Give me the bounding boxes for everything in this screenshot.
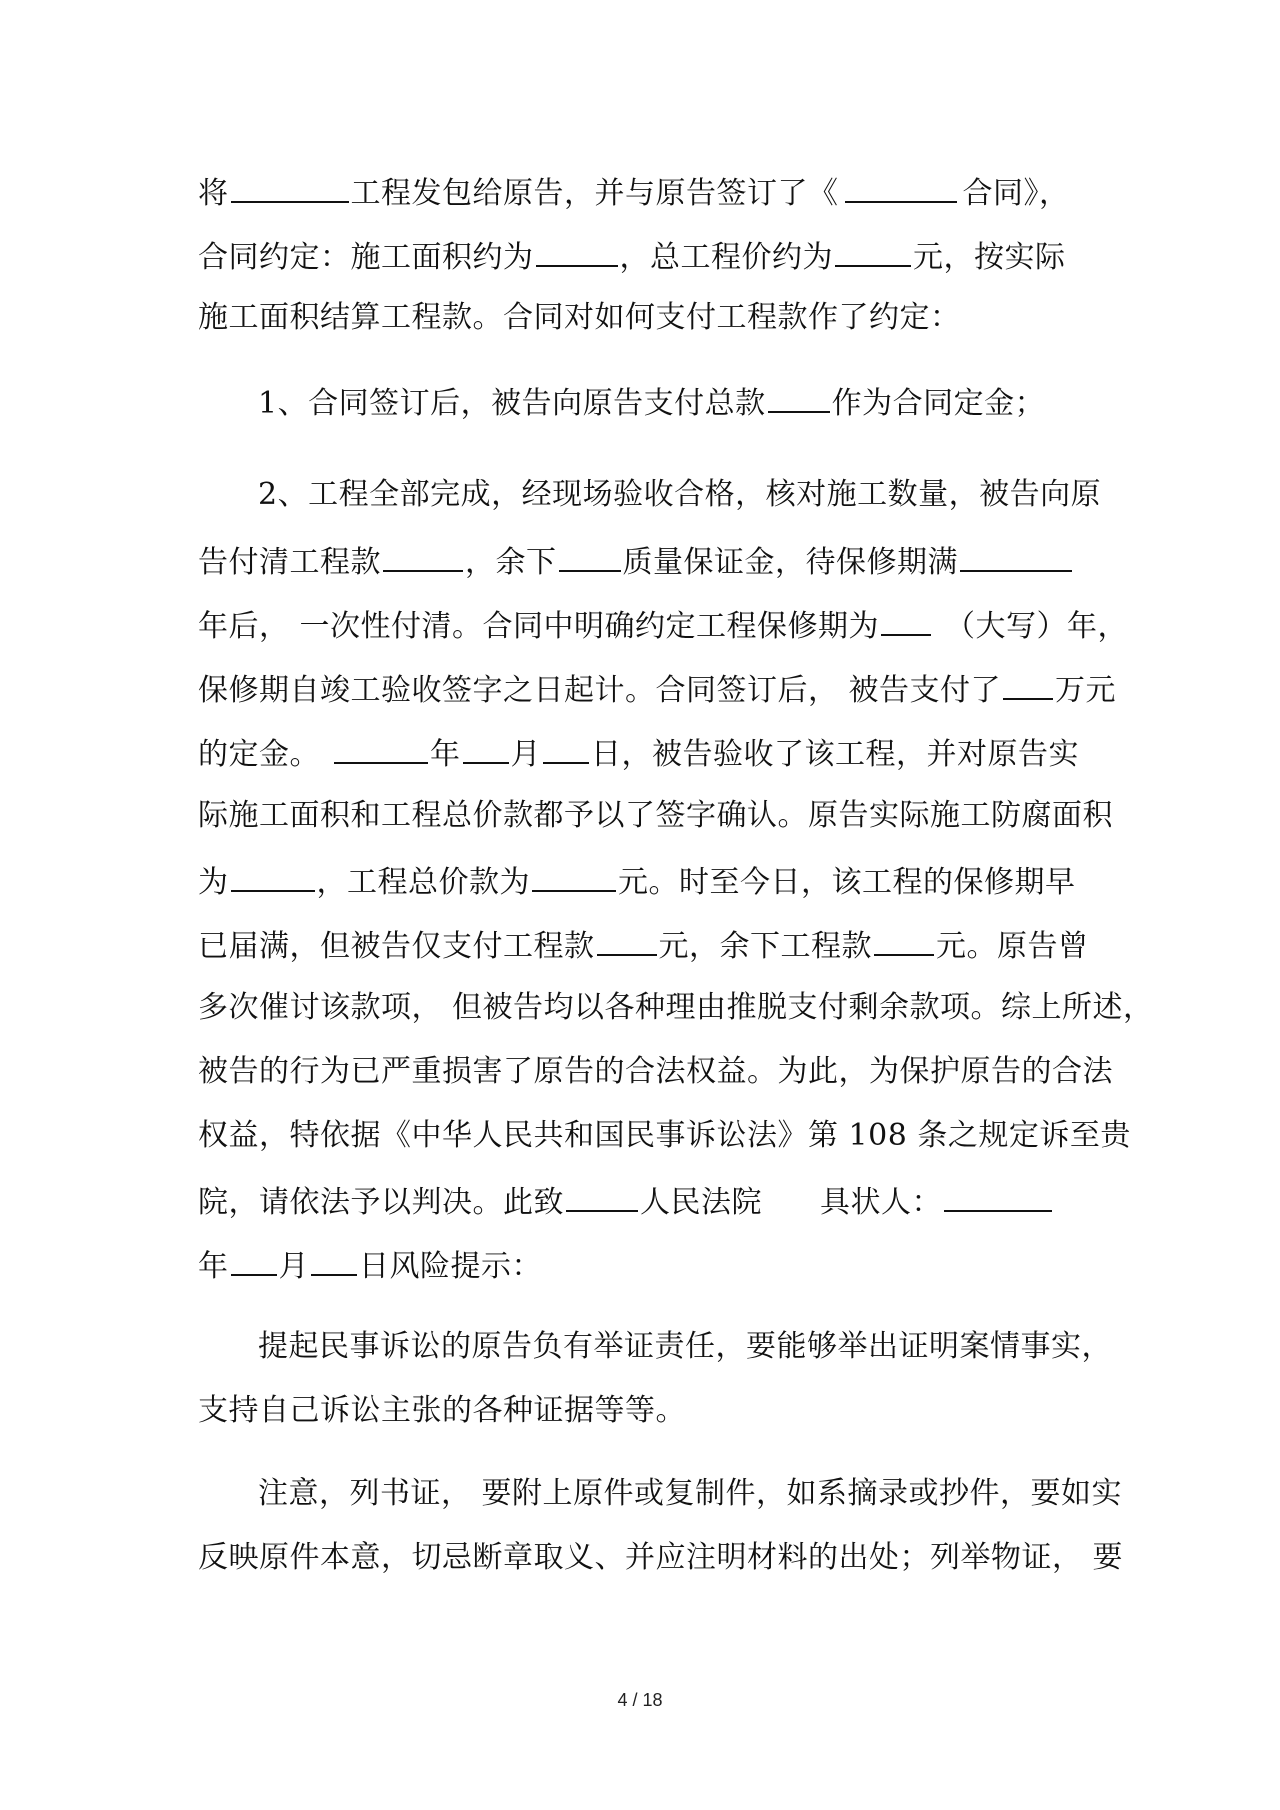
fill-blank <box>311 1244 357 1276</box>
text-segment: 作为合同定金； <box>831 386 1046 421</box>
fill-blank <box>334 732 428 764</box>
text-segment: 工程发包给原告，并与原告签订了《 <box>350 176 839 211</box>
text-segment: 日风险提示： <box>359 1249 542 1284</box>
text-segment: 人民法院 <box>640 1185 762 1220</box>
fill-blank <box>231 171 349 203</box>
fill-blank <box>463 732 509 764</box>
text-line: 际施工面积和工程总价款都予以了签字确认。原告实际施工防腐面积 <box>198 798 1113 833</box>
text-segment: 年后， 一次性付清。合同中明确约定工程保修期为 <box>198 609 880 644</box>
fill-blank <box>536 235 618 267</box>
text-segment: 为 <box>198 865 229 900</box>
text-line: 多次催讨该款项， 但被告均以各种理由推脱支付剩余款项。综上所述， <box>198 990 1154 1025</box>
fill-blank <box>383 540 463 572</box>
text-segment: 万元 <box>1055 673 1117 708</box>
text-segment: 年 <box>430 737 461 772</box>
text-segment: 元。时至今日，该工程的保修期早 <box>618 865 1076 900</box>
text-segment: 的定金。 <box>198 737 320 772</box>
text-segment: 告付清工程款 <box>198 545 381 580</box>
text-line: 被告的行为已严重损害了原告的合法权益。为此，为保护原告的合法 <box>198 1054 1113 1089</box>
text-line <box>198 860 1076 900</box>
text-line: 注意，列书证， 要附上原件或复制件，如系摘录或抄件，要如实 <box>258 1476 1123 1511</box>
text-line <box>198 1180 1054 1220</box>
fill-blank <box>532 860 616 892</box>
text-line: 提起民事诉讼的原告负有举证责任，要能够举出证明案情事实， <box>258 1329 1112 1364</box>
text-segment: 元，按实际 <box>913 240 1066 275</box>
text-line: 2、工程全部完成，经现场验收合格，核对施工数量，被告向原 <box>258 477 1102 512</box>
text-line <box>198 732 1079 772</box>
text-line: 反映原件本意，切忌断章取义、并应注明材料的出处；列举物证， 要 <box>198 1540 1124 1575</box>
text-segment: 年 <box>198 1249 229 1284</box>
text-line <box>198 171 1070 211</box>
text-line <box>198 668 1116 708</box>
text-segment: （大写）年， <box>945 609 1129 644</box>
text-segment: ，余下 <box>465 545 557 580</box>
text-segment: 合同》， <box>962 176 1070 211</box>
text-segment: 具状人： <box>820 1185 942 1220</box>
text-line <box>258 381 1045 421</box>
text-segment: 月 <box>278 1249 309 1284</box>
text-segment: 1、合同签订后，被告向原告支付总款 <box>258 386 766 421</box>
fill-blank <box>559 540 621 572</box>
text-segment: ，工程总价款为 <box>316 865 530 900</box>
fill-blank <box>1003 668 1053 700</box>
fill-blank <box>944 1180 1052 1212</box>
fill-blank <box>768 381 830 413</box>
text-segment: 保修期自竣工验收签字之日起计。合同签订后， 被告支付了 <box>198 673 1002 708</box>
fill-blank <box>835 235 911 267</box>
text-line <box>198 924 1089 964</box>
text-segment: ，总工程价约为 <box>619 240 833 275</box>
text-segment: 院，请依法予以判决。此致 <box>198 1185 564 1220</box>
fill-blank <box>845 171 957 203</box>
fill-blank <box>231 1244 277 1276</box>
text-line <box>198 540 1074 580</box>
text-line: 施工面积结算工程款。合同对如何支付工程款作了约定： <box>198 300 961 335</box>
text-line <box>198 604 1128 644</box>
fill-blank <box>231 860 315 892</box>
text-line: 支持自己诉讼主张的各种证据等等。 <box>198 1393 686 1428</box>
text-line: 权益，特依据《中华人民共和国民事诉讼法》第 108 条之规定诉至贵 <box>198 1118 1131 1153</box>
fill-blank <box>874 924 934 956</box>
fill-blank <box>881 604 931 636</box>
text-line <box>198 1244 542 1284</box>
text-line <box>198 235 1066 275</box>
text-segment: 合同约定：施工面积约为 <box>198 240 534 275</box>
text-segment: 元。原告曾 <box>936 929 1089 964</box>
text-segment: 元，余下工程款 <box>658 929 872 964</box>
page-number: 4 / 18 <box>617 1690 663 1710</box>
text-segment: 月 <box>510 737 541 772</box>
fill-blank <box>960 540 1072 572</box>
fill-blank <box>597 924 657 956</box>
fill-blank <box>566 1180 638 1212</box>
text-segment: 质量保证金，待保修期满 <box>622 545 958 580</box>
text-segment: 将 <box>198 176 229 211</box>
fill-blank <box>543 732 589 764</box>
text-segment: 已届满，但被告仅支付工程款 <box>198 929 595 964</box>
text-segment: 日，被告验收了该工程，并对原告实 <box>591 737 1079 772</box>
